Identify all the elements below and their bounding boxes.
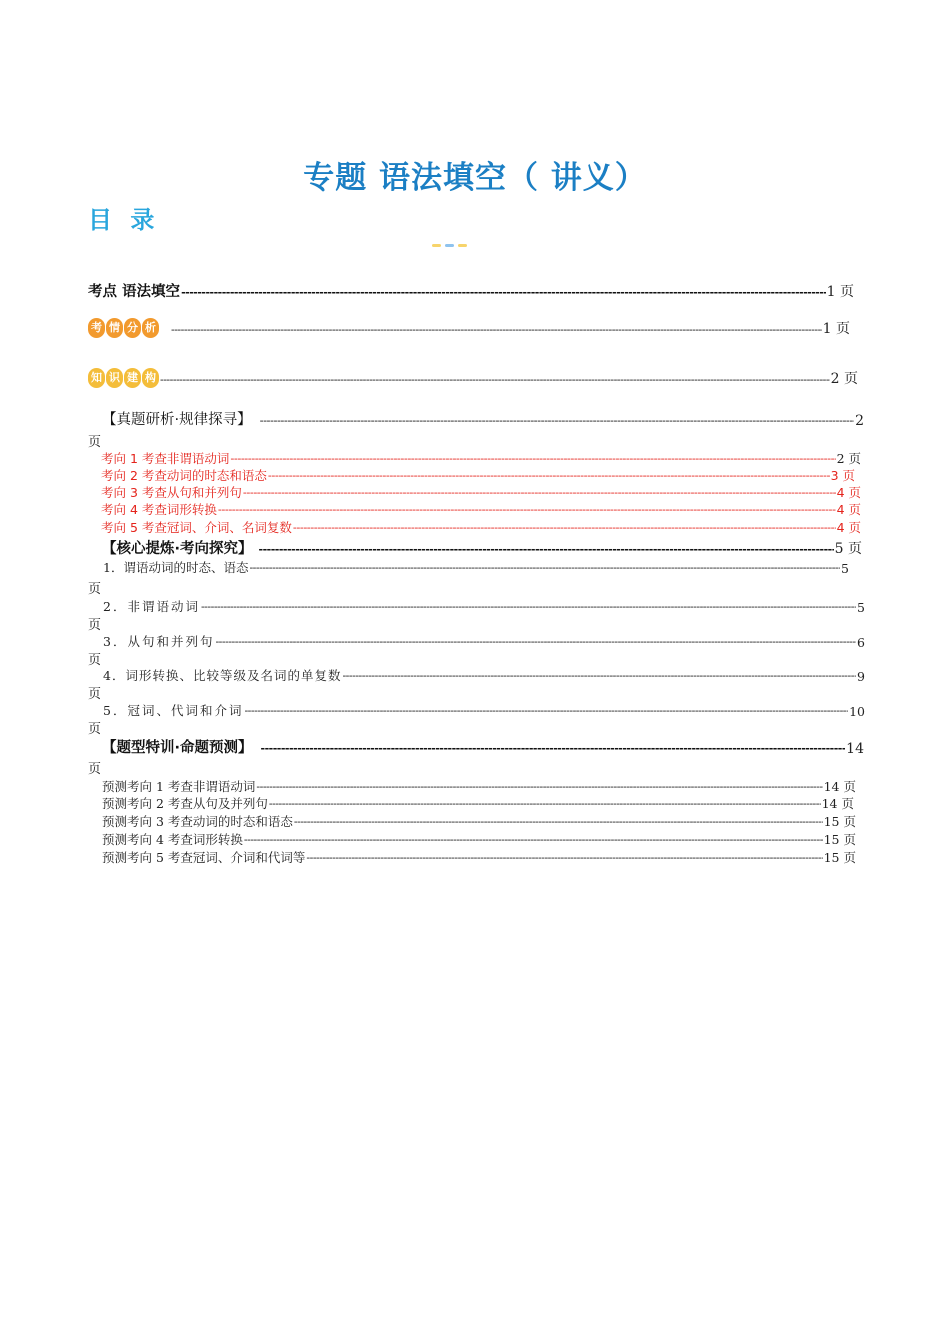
page-suffix: 页: [88, 653, 102, 668]
dot-leader: [261, 743, 846, 757]
toc-entry-zhishi[interactable]: [88, 368, 858, 388]
toc-page-number: 14 页: [821, 796, 854, 811]
toc-entry-label: 预测考向 2 考查从句及并列句: [102, 796, 268, 811]
toc-entry-label: 【真题研析·规律探寻】: [102, 412, 252, 428]
toc-entry-label: 预测考向 4 考查词形转换: [102, 832, 243, 847]
toc-page-number: 4 页: [836, 485, 861, 500]
toc-entry-label: 5．冠词、代词和介词: [103, 703, 244, 718]
toc-entry-label: 3．从句和并列句: [103, 634, 215, 649]
page-suffix: 页: [88, 722, 102, 737]
page-suffix: 页: [88, 582, 102, 597]
toc-page-number: 2 页: [830, 371, 858, 387]
toc-entry-kaoxiang-5[interactable]: [101, 518, 861, 536]
toc-entry-yuce-5[interactable]: [102, 848, 856, 866]
toc-page-number: 4 页: [836, 520, 861, 535]
toc-entry-label: 2．非谓语动词: [103, 599, 200, 614]
document-title: 专题 语法填空（ 讲义）: [303, 160, 647, 196]
dot-leader: [160, 374, 830, 388]
decorative-divider: [432, 244, 467, 247]
dot-leader: [342, 670, 856, 684]
toc-entry-kaoqing[interactable]: [88, 318, 850, 338]
dot-leader: [244, 705, 848, 719]
dot-leader: [201, 601, 856, 615]
toc-page-number: 15 页: [823, 814, 856, 829]
toc-entry-kaoxiang-1[interactable]: [101, 449, 861, 467]
toc-entry-label: 考向 4 考查词形转换: [101, 502, 217, 517]
toc-entry-kaoxiang-4[interactable]: [101, 500, 861, 518]
dot-leader: [249, 562, 840, 576]
toc-entry-label: 4．词形转换、比较等级及名词的单复数: [103, 668, 342, 683]
toc-page-number: 9: [857, 669, 865, 684]
toc-page-number: 4 页: [836, 502, 861, 517]
toc-page-number: 5: [857, 600, 865, 615]
toc-entry-yuce-2[interactable]: [102, 794, 854, 812]
page-suffix: 页: [88, 762, 102, 777]
toc-entry-label: 1．谓语动词的时态、语态: [103, 560, 249, 575]
dot-leader: [215, 636, 856, 650]
dot-leader: [243, 487, 836, 501]
toc-page-number: 2: [855, 413, 864, 429]
toc-section-5[interactable]: [103, 701, 865, 719]
toc-heading: 目 录: [88, 206, 160, 234]
toc-page-number: 3 页: [830, 468, 855, 483]
toc-section-4[interactable]: [103, 666, 865, 684]
toc-entry-zhenti[interactable]: [102, 408, 864, 429]
dot-leader: [306, 852, 822, 866]
toc-page-number: 15 页: [823, 832, 856, 847]
toc-section-1[interactable]: [103, 558, 849, 576]
dot-leader: [181, 287, 826, 301]
toc-entry-kaoxiang-3[interactable]: [101, 483, 861, 501]
dot-leader: [260, 415, 854, 429]
dot-leader: [230, 453, 835, 467]
toc-page-number: 5: [841, 561, 849, 576]
toc-entry-yuce-1[interactable]: [102, 777, 856, 795]
dot-leader: [293, 522, 836, 536]
toc-entry-label: 考向 2 考查动词的时态和语态: [101, 468, 267, 483]
dot-leader: [269, 798, 821, 812]
dot-leader: [244, 834, 823, 848]
toc-entry-kaodian[interactable]: [88, 280, 854, 301]
toc-entry-kaoxiang-2[interactable]: [101, 466, 855, 484]
toc-entry-label: 预测考向 5 考查冠词、介词和代词等: [102, 850, 306, 865]
toc-entry-hexin[interactable]: [102, 537, 862, 558]
toc-entry-yuce-3[interactable]: [102, 812, 856, 830]
dot-leader: [294, 816, 823, 830]
dot-leader: [256, 781, 822, 795]
toc-entry-label: 考向 3 考查从句和并列句: [101, 485, 242, 500]
toc-entry-label: 预测考向 3 考查动词的时态和语态: [102, 814, 293, 829]
toc-entry-label: 考点 语法填空: [88, 284, 181, 300]
toc-section-3[interactable]: [103, 632, 865, 650]
dot-leader: [259, 544, 834, 558]
toc-page-number: 6: [857, 635, 865, 650]
toc-page-number: 14 页: [823, 779, 856, 794]
dot-leader: [218, 504, 836, 518]
toc-page-number: 10: [849, 704, 865, 719]
toc-entry-label: 【题型特训·命题预测】: [102, 740, 253, 756]
dot-leader: [268, 470, 830, 484]
toc-entry-tixing[interactable]: [102, 736, 864, 757]
page-suffix: 页: [88, 687, 102, 702]
toc-page-number: 1 页: [826, 284, 854, 300]
kaoqing-badge: 考 情 分 析: [88, 318, 159, 338]
toc-entry-yuce-4[interactable]: [102, 830, 856, 848]
toc-entry-label: 考向 5 考查冠词、介词、名词复数: [101, 520, 292, 535]
page-suffix: 页: [88, 618, 102, 633]
toc-page-number: 14: [846, 741, 864, 757]
toc-page-number: 15 页: [823, 850, 856, 865]
toc-page-number: 1 页: [822, 321, 850, 337]
dot-leader: [171, 324, 822, 338]
toc-entry-label: 【核心提炼·考向探究】: [102, 541, 253, 557]
page-suffix: 页: [88, 435, 102, 450]
zhishi-badge: 知 识 建 构: [88, 368, 159, 388]
toc-page-number: 2 页: [836, 451, 861, 466]
toc-entry-label: 考向 1 考查非谓语动词: [101, 451, 230, 466]
toc-section-2[interactable]: [103, 597, 865, 615]
toc-page-number: 5 页: [834, 541, 862, 557]
toc-entry-label: 预测考向 1 考查非谓语动词: [102, 779, 256, 794]
